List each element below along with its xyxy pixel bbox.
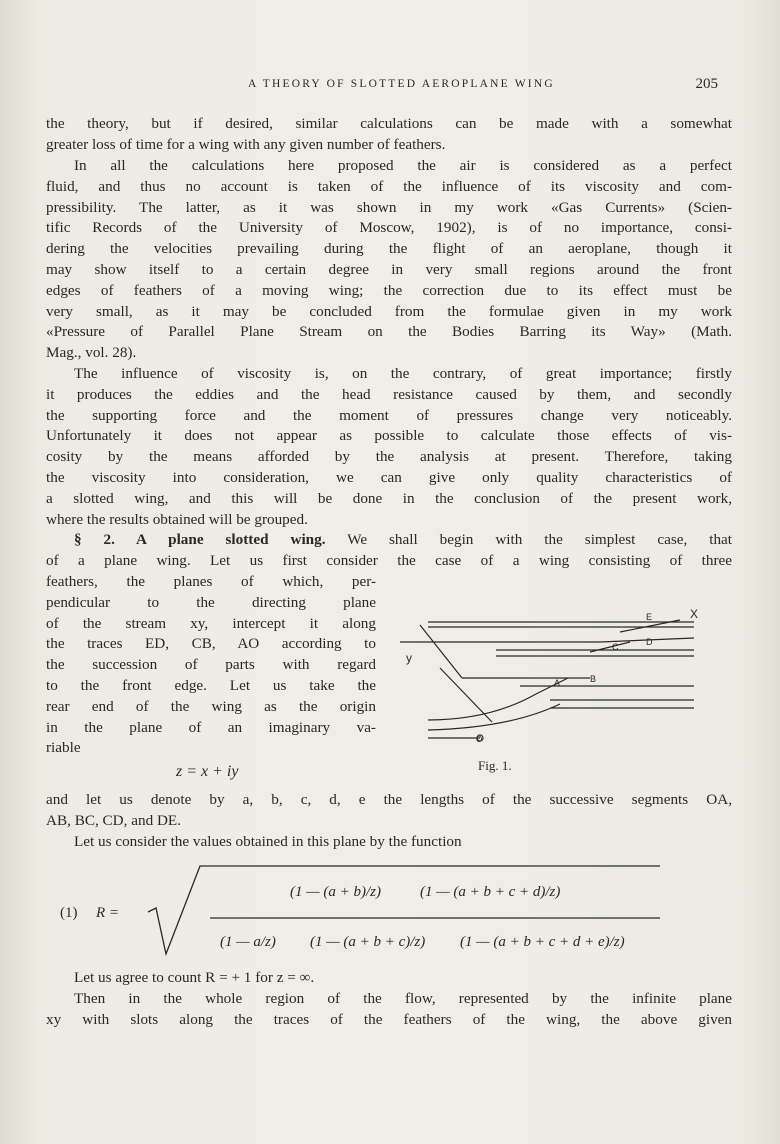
text-line: very small, as it may be concluded from the formulae given in my work [46,302,732,320]
text-line: the viscosity into consideration, we can give only quality characteristics of [46,468,732,486]
text-line: in the plane of an imaginary va- [46,718,376,736]
text-line: a slotted wing, and this will be done in the conclusion of the present work, [46,489,732,507]
numerator-factor-1: (1 — (a + b)/z) [290,884,381,900]
text-line: AB, BC, CD, and DE. [46,811,182,829]
denominator-factor-3: (1 — (a + b + c + d + e)/z) [460,934,625,950]
paragraph-continued [46,114,732,156]
text-line: xy with slots along the traces of the feathers of the wing, the above given [46,1010,732,1028]
text-line [46,530,732,551]
equation-number: (1) [60,905,78,921]
text-line: the succession of parts with regard [46,656,376,674]
streamline [428,694,536,720]
text-line: greater loss of time for a wing with any given number of feathers. [46,135,446,153]
text-line: riable [46,739,81,757]
text-line: the theory, but if desired, similar calculations can be made with a somewhat [46,115,732,132]
label-b: B [590,674,597,684]
equation-1 [60,862,700,958]
text-line: Unfortunately it does not appear as possible to calculate those effects of vis- [46,427,732,445]
label-a: A [554,678,561,688]
label-y: y [406,651,412,665]
text-line: it produces the eddies and the head resistance caused by them, and secondly [46,385,732,403]
label-x: X [690,607,699,621]
text-line: feathers, the planes of which, per- [46,573,376,590]
text-line: and let us denote by a, b, c, d, e the lengths of the successive segments OA, [46,791,732,808]
text-line: edges of feathers of a moving wing; the correction due to its effect must be [46,281,732,299]
text-line: Let us agree to count R = + 1 for z = ∞. [74,969,315,986]
text-line: cosity by the means afforded by the analysis at present. Therefore, taking [46,448,732,466]
streamline [428,704,560,730]
text-line: tific Records of the University of Moscow, 1902), is of no importance, consi- [46,219,732,237]
text-line: In all the calculations here proposed the air is considered as a perfect [74,157,732,174]
page-number: 205 [695,76,718,92]
inline-formula: z = x + iy [176,763,239,780]
text-line: pressibility. The latter, as it was shown in my work «Gas Currents» (Scien- [46,198,732,216]
page-header [0,76,780,100]
denominator-factor-1: (1 — a/z) [220,934,276,950]
text-line: the traces ED, CB, AO according to [46,635,376,653]
text-line: of the stream xy, intercept it along [46,614,376,632]
text-line: to the front edge. Let us take the [46,676,376,694]
text-line: «Pressure of Parallel Plane Stream on the Bodies Barring its Way» (Math. [46,323,732,341]
text-line: Then in the whole region of the flow, represented by the infinite plane [74,989,732,1007]
text-line: dering the velocities prevailing during the flight of an aeroplane, though it [46,240,732,258]
figure-wrap-paragraph [46,572,376,759]
running-title: A THEORY OF SLOTTED AEROPLANE WING [248,78,555,90]
closing-paragraph [46,968,732,1030]
text-line: where the results obtained will be grouped. [46,510,308,528]
section-2-paragraph [46,530,732,572]
text-line: the supporting force and the moment of pressures change very noticeably. [46,406,732,424]
text-line: may show itself to a certain degree in very small regions around the front [46,260,732,278]
numerator-factor-2: (1 — (a + b + c + d)/z) [420,884,561,900]
text-line: fluid, and thus no account is taken of the influence of its viscosity and com- [46,177,732,195]
text-fragment: We shall begin with the simplest case, that [347,531,733,548]
text-line: of a plane wing. Let us first consider the case of a wing consisting of three [46,551,732,569]
paragraph-viscosity-intro [46,156,732,364]
label-d: D [646,637,653,647]
text-line: rear end of the wing as the origin [46,697,376,715]
text-line: The influence of viscosity is, on the contrary, of great importance; firstly [74,365,732,382]
text-line: pendicular to the directing plane [46,593,376,611]
figure-caption: Fig. 1. [478,758,512,773]
text-line: Let us consider the values obtained in this plane by the function [74,832,462,850]
equation-lhs: R = [96,905,120,921]
text-line: Mag., vol. 28). [46,344,137,362]
section-heading: § 2. A plane slotted wing. [74,531,326,548]
denominator-factor-2: (1 — (a + b + c)/z) [310,934,426,950]
figure-1-diagram [400,590,710,790]
paragraph-viscosity-effects [46,364,732,530]
label-o: O [476,735,483,744]
equation-graphic [60,862,700,958]
label-c: C [612,642,619,652]
segments-paragraph [46,790,732,852]
y-axis-line [420,625,462,678]
label-e: E [646,612,653,622]
